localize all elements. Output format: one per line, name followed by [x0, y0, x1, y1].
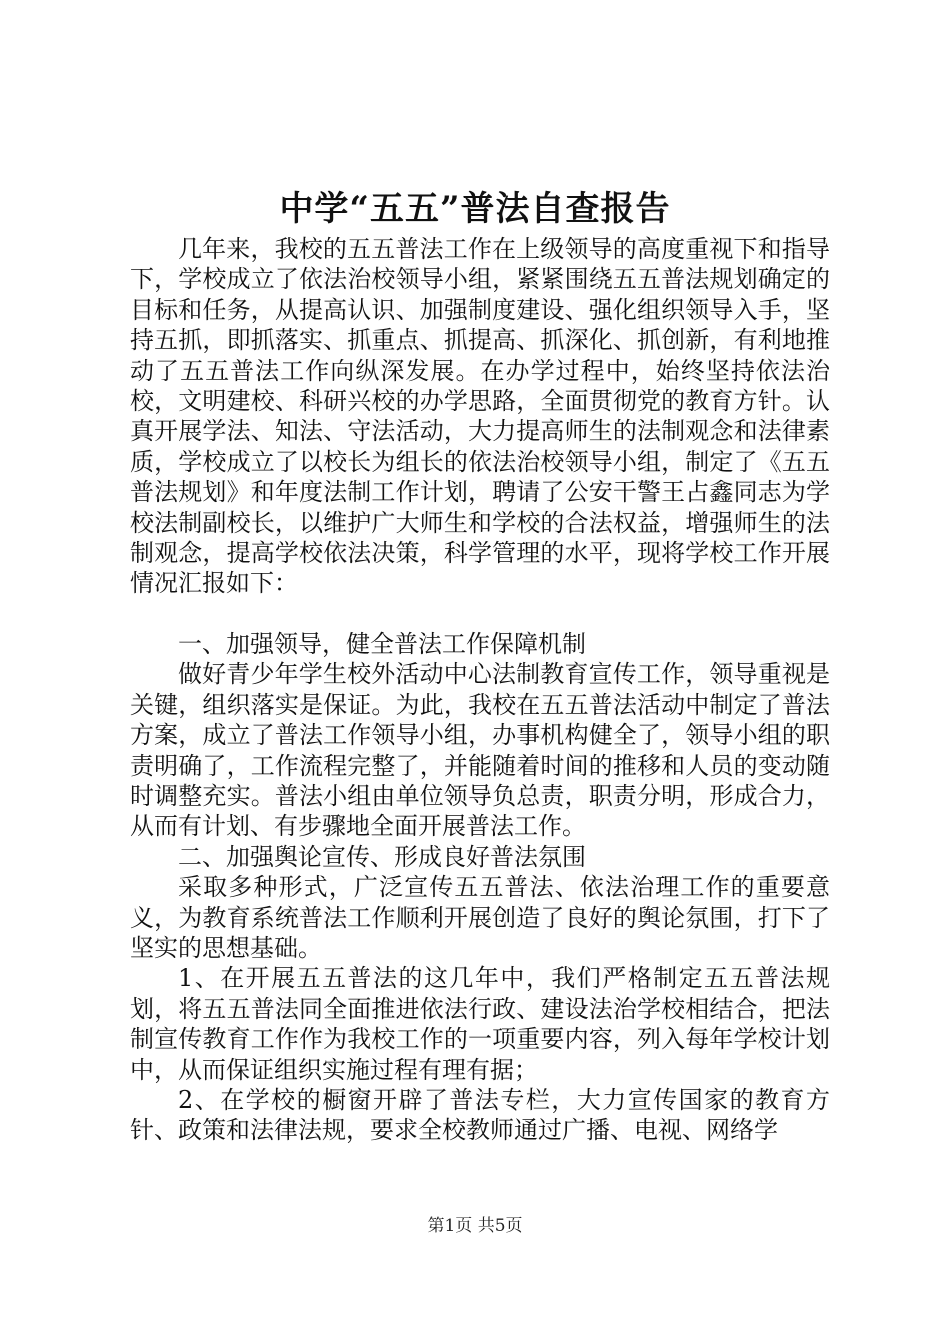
- section-2-paragraph: 采取多种形式，广泛宣传五五普法、依法治理工作的重要意义，为教育系统普法工作顺利开展创造了良好的舆论氛围，打下了坚实的思想基础。: [130, 873, 830, 962]
- document-body: [130, 234, 830, 1146]
- page-footer: 第1页 共5页: [427, 1216, 523, 1236]
- section-2-item-2: 2、在学校的橱窗开辟了普法专栏，大力宣传国家的教育方针、政策和法律法规，要求全校教师通过广播、电视、网络学: [130, 1085, 830, 1145]
- section-heading-1: 一、加强领导，健全普法工作保障机制: [178, 629, 586, 658]
- document-title: 中学“五五”普法自查报告: [279, 189, 671, 229]
- section-1-paragraph: 做好青少年学生校外活动中心法制教育宣传工作，领导重视是关键，组织落实是保证。为此，我校在五五普法活动中制定了普法方案，成立了普法工作领导小组，办事机构健全了，领导小组的职责明确了，工作流程完整了，并能随着时间的推移和人员的变动随时调整充实。普法小组由单位领导负总责，职责分明，形成合力，从而有计划、有步骤地全面开展普法工作。: [130, 660, 830, 841]
- intro-paragraph: 几年来，我校的五五普法工作在上级领导的高度重视下和指导下，学校成立了依法治校领导小组，紧紧围绕五五普法规划确定的目标和任务，从提高认识、加强制度建设、强化组织领导入手，坚持五抓，即抓落实、抓重点、抓提高、抓深化、抓创新，有利地推动了五五普法工作向纵深发展。在办学过程中，始终坚持依法治校，文明建校、科研兴校的办学思路，全面贯彻党的教育方针。认真开展学法、知法、守法活动，大力提高师生的法制观念和法律素质，学校成立了以校长为组长的依法治校领导小组，制定了《五五普法规划》和年度法制工作计划，聘请了公安干警王占鑫同志为学校法制副校长，以维护广大师生和学校的合法权益，增强师生的法制观念，提高学校依法决策，科学管理的水平，现将学校工作开展情况汇报如下：: [130, 235, 830, 598]
- section-2-item-1: 1、在开展五五普法的这几年中，我们严格制定五五普法规划，将五五普法同全面推进依法行政、建设法治学校相结合，把法制宣传教育工作作为我校工作的一项重要内容，列入每年学校计划中，从而保证组织实施过程有理有据；: [130, 964, 830, 1084]
- section-heading-2: 二、加强舆论宣传、形成良好普法氛围: [178, 842, 586, 871]
